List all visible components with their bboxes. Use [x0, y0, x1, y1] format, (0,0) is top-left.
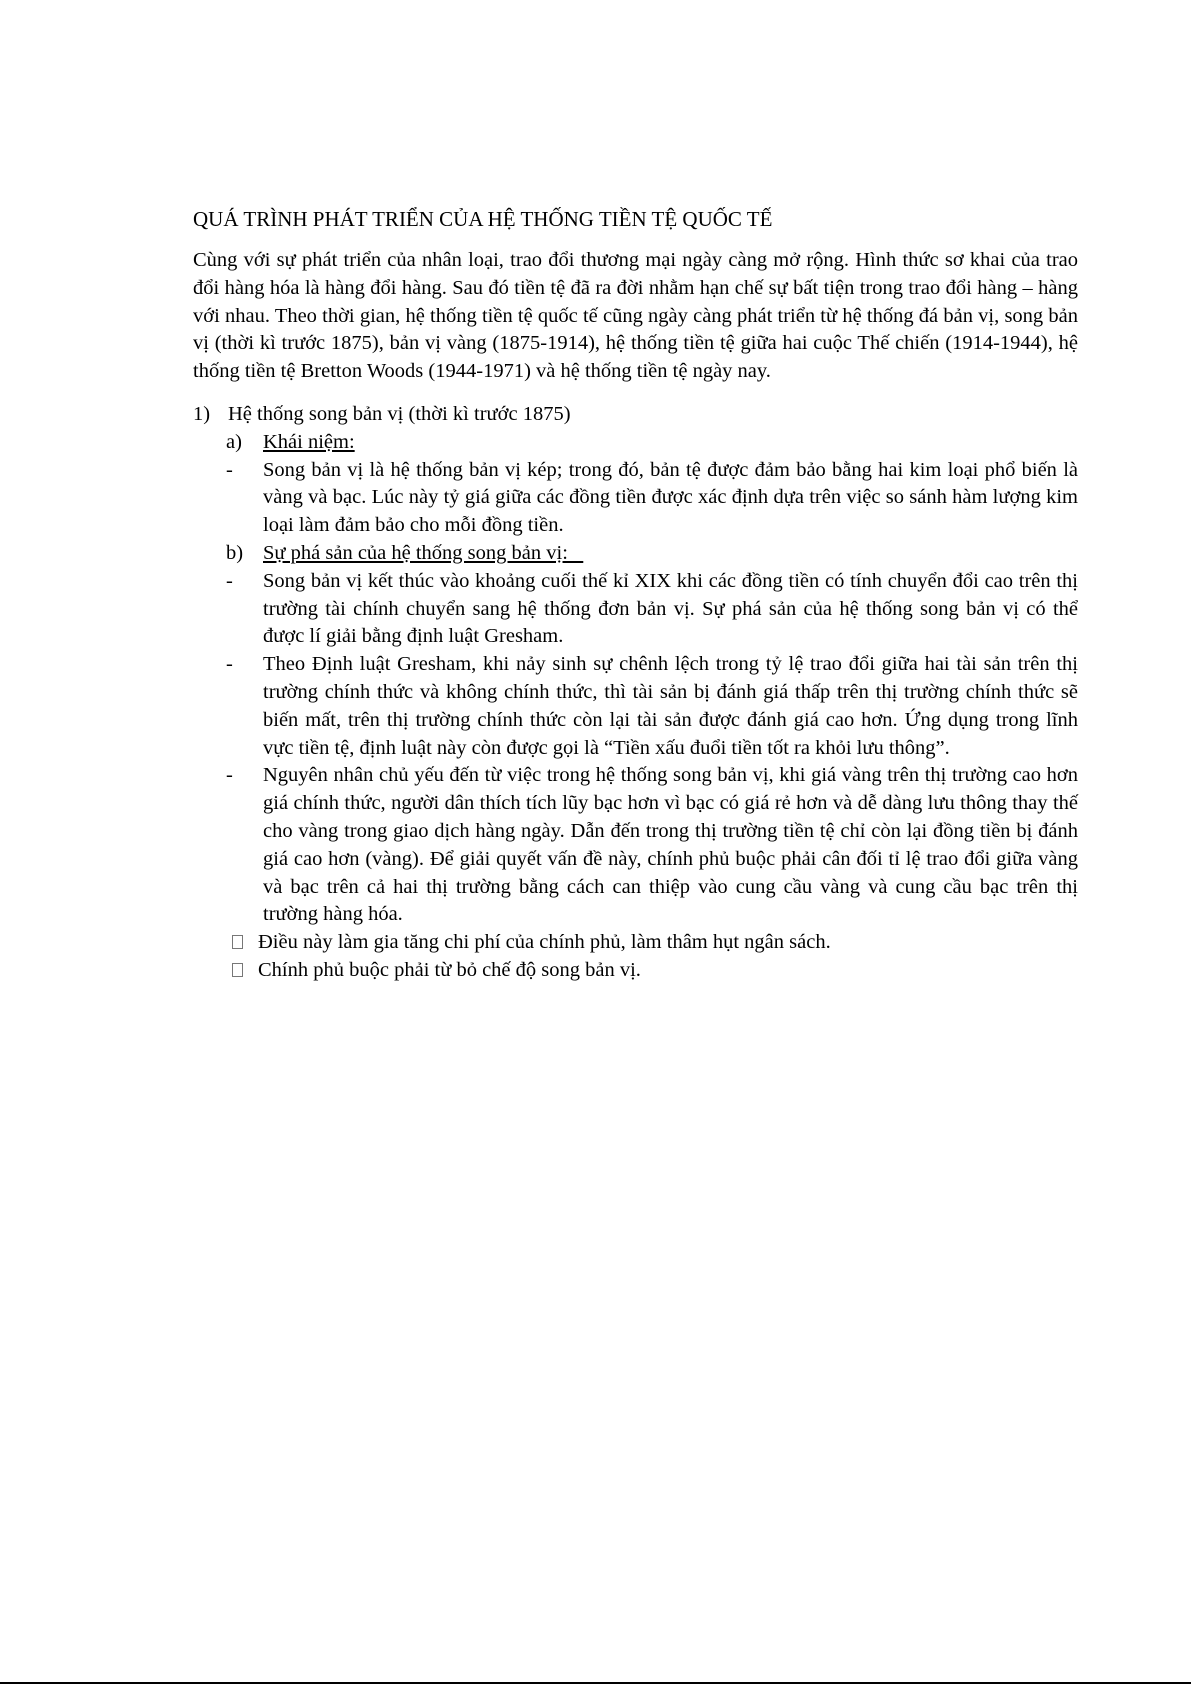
intro-paragraph: Cùng với sự phát triển của nhân loại, trao đổi thương mại ngày càng mở rộng. Hình thức sơ khai của trao đổi hàng hóa là hàng đổi hàng. Sau đó tiền tệ đã ra đời nhằm hạn chế sự bất tiện trong trao đổi hàng – hàng với nhau. Theo thời gian, hệ thống tiền tệ quốc tế cũng ngày càng phát triển từ hệ thống đá bản vị, song bản vị (thời kì trước 1875), bản vị vàng (1875-1914), hệ thống tiền tệ giữa hai cuộc Thế chiến (1914-1944), hệ thống tiền tệ Bretton Woods (1944-1971) và hệ thống tiền tệ ngày nay. [193, 249, 1078, 383]
document-title: QUÁ TRÌNH PHÁT TRIỂN CỦA HỆ THỐNG TIỀN TỆ QUỐC TẾ [193, 207, 773, 231]
bullet-text: Song bản vị kết thúc vào khoảng cuối thế kỉ XIX khi các đồng tiền có tính chuyển đổi cao trên thị trường tài chính chuyển sang hệ thống đơn bản vị. Sự phá sản của hệ thống song bản vị có thể được lí giải bằng định luật Gresham. [263, 569, 1078, 648]
bullet-item [193, 762, 1078, 929]
subsection-b-letter: b) [226, 541, 244, 564]
bullet-text: Song bản vị là hệ thống bản vị kép; trong đó, bản tệ được đảm bảo bằng hai kim loại phổ biến là vàng và bạc. Lúc này tỷ giá giữa các đồng tiền được xác định dựa trên việc so sánh hàm lượng kim loại làm đảm bảo cho mỗi đồng tiền. [263, 458, 1078, 537]
page-bottom-border [0, 1682, 1191, 1684]
document-page [193, 205, 1078, 985]
bullet-item [193, 457, 1078, 540]
subsection-a-letter: a) [226, 430, 242, 453]
bullet-item [193, 651, 1078, 762]
section-1-title: Hệ thống song bản vị (thời kì trước 1875) [228, 402, 571, 425]
missing-glyph-arrow-icon [232, 935, 243, 949]
section-1-heading [193, 401, 1078, 429]
conclusion-item [193, 957, 1078, 985]
dash-marker: - [226, 653, 233, 676]
dash-marker: - [226, 569, 233, 592]
subsection-b-heading [193, 540, 1078, 568]
conclusion-text: Điều này làm gia tăng chi phí của chính phủ, làm thâm hụt ngân sách. [258, 931, 831, 954]
conclusion-text: Chính phủ buộc phải từ bỏ chế độ song bản vị. [258, 958, 641, 981]
bullet-text: Theo Định luật Gresham, khi nảy sinh sự chênh lệch trong tỷ lệ trao đổi giữa hai tài sản trên thị trường chính thức và không chính thức, thì tài sản bị đánh giá thấp trên thị trường chính thức sẽ biến mất, trên thị trường chính thức còn lại tài sản được đánh giá cao hơn. Ứng dụng trong lĩnh vực tiền tệ, định luật này còn được gọi là “Tiền xấu đuổi tiền tốt ra khỏi lưu thông”. [263, 653, 1078, 759]
bullet-item [193, 568, 1078, 651]
subsection-a-title: Khái niệm: [263, 430, 355, 453]
bullet-text: Nguyên nhân chủ yếu đến từ việc trong hệ thống song bản vị, khi giá vàng trên thị trường cao hơn giá chính thức, người dân thích tích lũy bạc hơn vì bạc có giá rẻ hơn và dễ dàng lưu thông thay thế cho vàng trong giao dịch hàng ngày. Dẫn đến trong thị trường tiền tệ chỉ còn lại đồng tiền bị đánh giá cao hơn (vàng). Để giải quyết vấn đề này, chính phủ buộc phải cân đối tỉ lệ trao đổi giữa vàng và bạc trên cả hai thị trường bằng cách can thiệp vào cung cầu vàng và cung cầu bạc trên thị trường hàng hóa. [263, 764, 1078, 926]
section-1-number: 1) [193, 402, 211, 425]
dash-marker: - [226, 458, 233, 481]
missing-glyph-arrow-icon [232, 963, 243, 977]
conclusion-item [193, 929, 1078, 957]
subsection-b-title: Sự phá sản của hệ thống song bản vị: [263, 541, 584, 564]
subsection-a-heading [193, 429, 1078, 457]
dash-marker: - [226, 764, 233, 787]
